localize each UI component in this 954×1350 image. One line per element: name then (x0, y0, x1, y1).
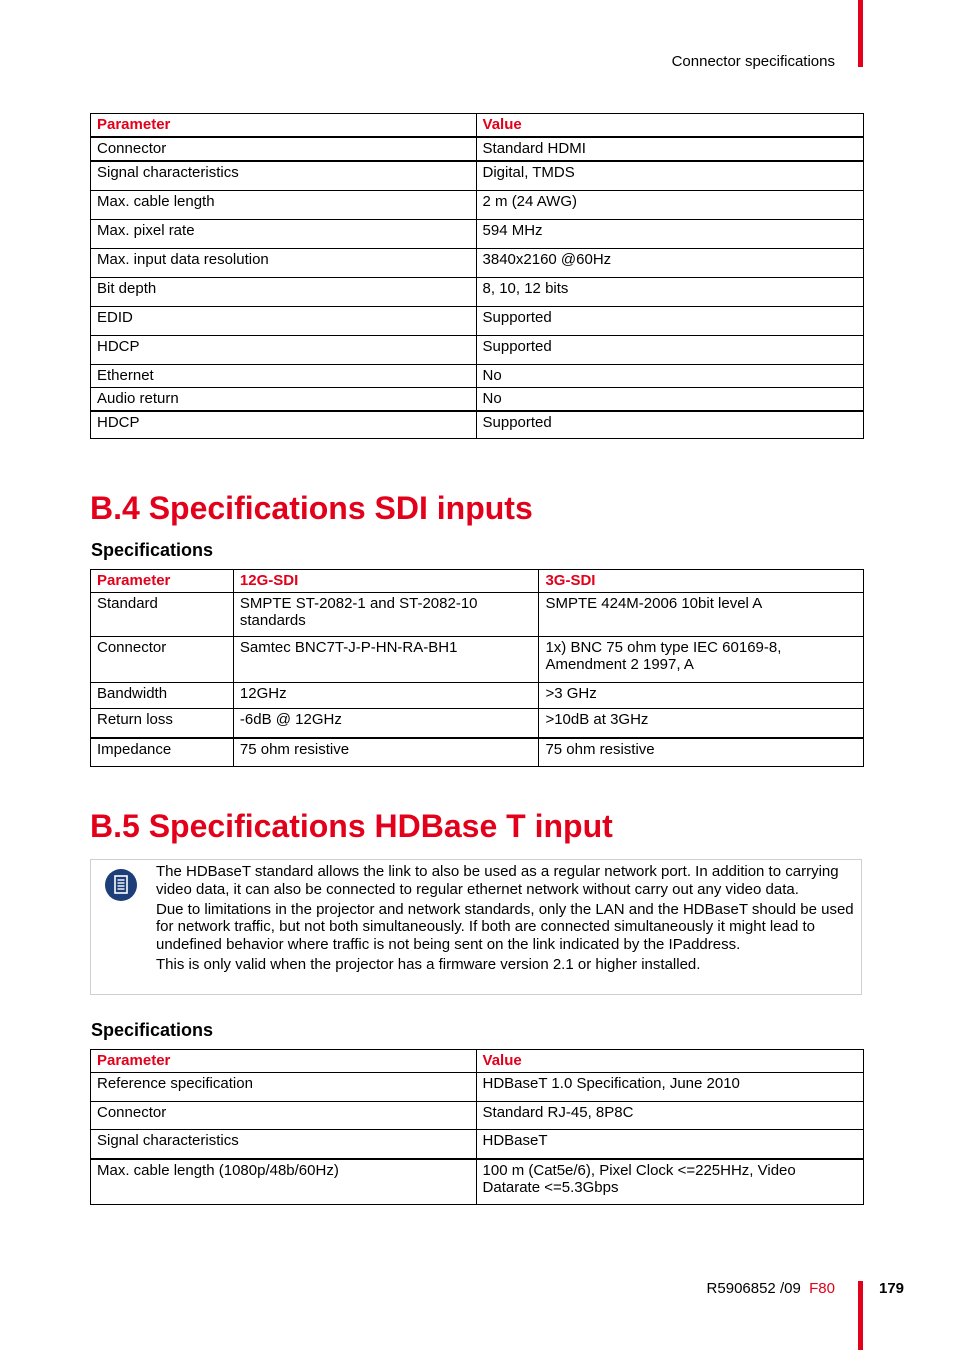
header-cell: 3G-SDI (539, 570, 864, 593)
value-cell: >3 GHz (539, 683, 864, 709)
sdi-spec-table (90, 569, 864, 767)
param-cell: Signal characteristics (91, 161, 477, 190)
subheading-specifications: Specifications (91, 1020, 214, 1040)
value-cell: Standard RJ-45, 8P8C (476, 1102, 863, 1130)
value-cell: 3840x2160 @60Hz (476, 248, 863, 277)
table-row (91, 277, 864, 306)
table-row (91, 248, 864, 277)
table-header-row (91, 114, 864, 138)
subheading-specifications: Specifications (91, 540, 214, 560)
page-number: 179 (879, 1280, 905, 1297)
table-row (91, 1130, 864, 1159)
table-row (91, 387, 864, 411)
header-cell: Parameter (91, 1050, 477, 1073)
value-cell: 100 m (Cat5e/6), Pixel Clock <=225HHz, Video Datarate <=5.3Gbps (476, 1159, 863, 1205)
table-row (91, 306, 864, 335)
footer-doc-info (707, 1280, 835, 1297)
table-row (91, 1159, 864, 1205)
param-cell: Max. input data resolution (91, 248, 477, 277)
note-paragraph: The HDBaseT standard allows the link to also be used as a regular network port. In addition to carrying video data, it can also be connected to regular ethernet network without carry out any video data. (156, 863, 839, 898)
param-cell: Signal characteristics (91, 1130, 477, 1159)
param-cell: Impedance (91, 738, 234, 767)
value-cell: 12GHz (233, 683, 539, 709)
header-cell: Parameter (91, 570, 234, 593)
footer-accent-bar (858, 1281, 863, 1350)
value-cell: -6dB @ 12GHz (233, 709, 539, 738)
doc-id: R5906852 /09 (706, 1280, 801, 1297)
header-accent-bar (858, 0, 863, 67)
value-cell: 2 m (24 AWG) (476, 190, 863, 219)
param-cell: Max. cable length (1080p/48b/60Hz) (91, 1159, 477, 1205)
note-paragraph: This is only valid when the projector has a firmware version 2.1 or higher installed. (156, 955, 701, 973)
param-cell: Connector (91, 137, 477, 161)
header-cell: Parameter (91, 114, 477, 138)
value-cell: SMPTE ST-2082-1 and ST-2082-10 standards (233, 593, 539, 637)
value-cell: 75 ohm resistive (539, 738, 864, 767)
param-cell: Ethernet (91, 364, 477, 387)
table-row (91, 411, 864, 439)
value-cell: No (476, 364, 863, 387)
header-cell: Value (476, 114, 863, 138)
param-cell: Audio return (91, 387, 477, 411)
header-cell: Value (476, 1050, 863, 1073)
running-header: Connector specifications (671, 53, 835, 70)
value-cell: Samtec BNC7T-J-P-HN-RA-BH1 (233, 637, 539, 683)
value-cell: 594 MHz (476, 219, 863, 248)
table-row (91, 683, 864, 709)
header-cell: 12G-SDI (233, 570, 539, 593)
param-cell: Bit depth (91, 277, 477, 306)
value-cell: HDBaseT 1.0 Specification, June 2010 (476, 1073, 863, 1102)
table-row (91, 335, 864, 364)
table-row (91, 738, 864, 767)
param-cell: Reference specification (91, 1073, 477, 1102)
note-paragraph: Due to limitations in the projector and network standards, only the LAN and the HDBaseT should be used for network traffic, but not both simultaneously. If both are connected simultaneously it might lead to undefined behavior where traffic is not being sent on the link indicated by the IPaddress. (156, 900, 854, 953)
table-header-row (91, 1050, 864, 1073)
param-cell: HDCP (91, 411, 477, 439)
table-row (91, 1073, 864, 1102)
param-cell: EDID (91, 306, 477, 335)
table-row (91, 137, 864, 161)
value-cell: No (476, 387, 863, 411)
value-cell: Digital, TMDS (476, 161, 863, 190)
param-cell: Connector (91, 1102, 477, 1130)
table-row (91, 709, 864, 738)
value-cell: 8, 10, 12 bits (476, 277, 863, 306)
hdbaset-spec-table (90, 1049, 864, 1205)
info-note (90, 859, 862, 995)
value-cell: HDBaseT (476, 1130, 863, 1159)
param-cell: Standard (91, 593, 234, 637)
table-row (91, 190, 864, 219)
value-cell: 75 ohm resistive (233, 738, 539, 767)
table-header-row (91, 570, 864, 593)
section-heading-sdi: B.4 Specifications SDI inputs (90, 490, 533, 526)
model-name: F80 (809, 1280, 835, 1297)
value-cell: SMPTE 424M-2006 10bit level A (539, 593, 864, 637)
table-row (91, 161, 864, 190)
table-row (91, 364, 864, 387)
value-cell: 1x) BNC 75 ohm type IEC 60169-8, Amendment 2 1997, A (539, 637, 864, 683)
table-row (91, 1102, 864, 1130)
table-row (91, 637, 864, 683)
table-row (91, 593, 864, 637)
value-cell: >10dB at 3GHz (539, 709, 864, 738)
table-row (91, 219, 864, 248)
value-cell: Supported (476, 411, 863, 439)
value-cell: Supported (476, 306, 863, 335)
hdmi-spec-table (90, 113, 864, 439)
param-cell: Return loss (91, 709, 234, 738)
section-heading-hdbaset: B.5 Specifications HDBase T input (90, 808, 613, 844)
value-cell: Supported (476, 335, 863, 364)
param-cell: Bandwidth (91, 683, 234, 709)
param-cell: Max. pixel rate (91, 219, 477, 248)
value-cell: Standard HDMI (476, 137, 863, 161)
param-cell: HDCP (91, 335, 477, 364)
note-icon (105, 869, 137, 901)
note-text (156, 863, 858, 976)
param-cell: Max. cable length (91, 190, 477, 219)
param-cell: Connector (91, 637, 234, 683)
